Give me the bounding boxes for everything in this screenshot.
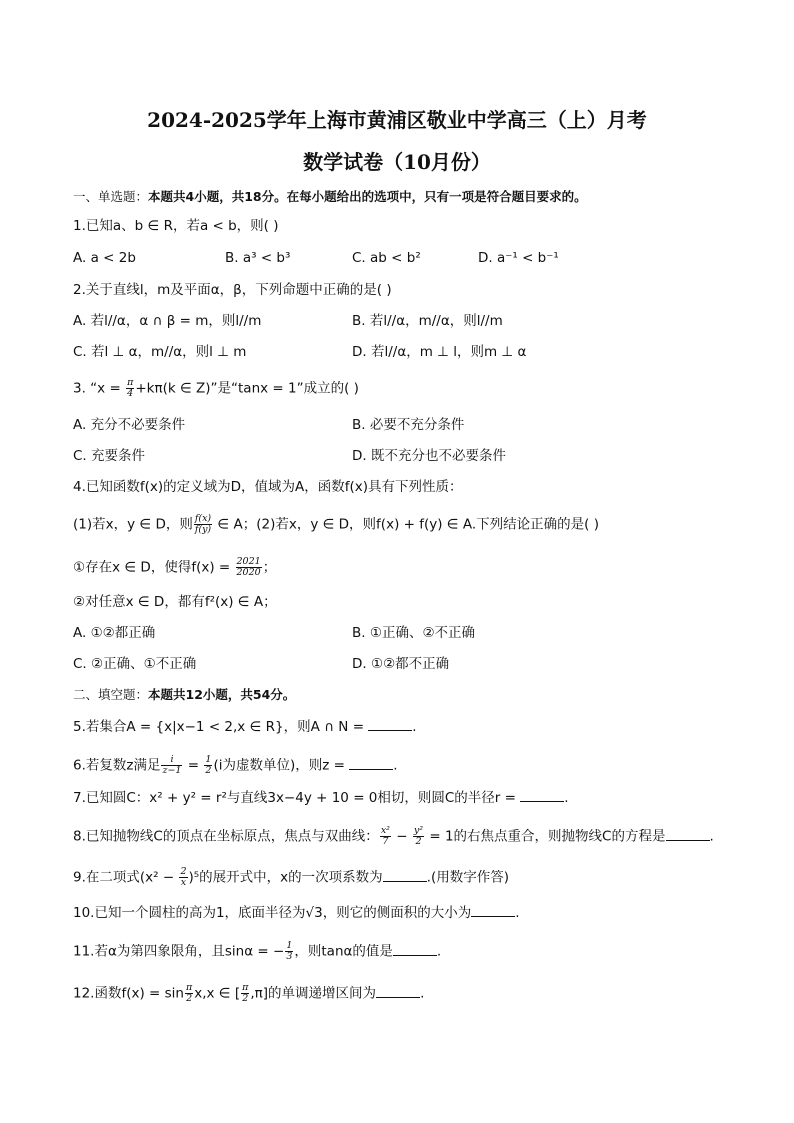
fraction — [380, 826, 391, 847]
fraction-denominator: 7 — [382, 836, 389, 847]
question-3-option-d: D. 既不充分也不必要条件 — [352, 448, 506, 464]
minus-sign: − — [391, 828, 412, 845]
section-description: 本题共12小题，共54分。 — [148, 687, 296, 702]
fraction — [194, 514, 212, 535]
question-4-stem: 4.已知函数f(x)的定义域为D，值域为A，函数f(x)具有下列性质： — [73, 479, 463, 495]
question-4-statement-2: ②对任意x ∈ D，都有f²(x) ∈ A； — [73, 594, 277, 610]
fraction-denominator: 4 — [127, 388, 134, 399]
answer-blank — [349, 757, 393, 770]
question-2-option-a: A. 若l//α，α ∩ β = m，则l//m — [73, 313, 262, 329]
fraction — [413, 826, 424, 847]
question-6 — [73, 755, 733, 776]
fraction-denominator: 2020 — [236, 567, 261, 578]
question-1-stem: 1.已知a、b ∈ R，若a < b，则( ) — [73, 218, 279, 234]
question-text-mid: ，则tanα的值是 — [294, 943, 393, 960]
fraction-numerator: f(x) — [194, 513, 212, 524]
question-1-option-d: D. a⁻¹ < b⁻¹ — [478, 250, 559, 266]
question-1-option-c: C. ab < b² — [352, 250, 421, 266]
question-text: 8.已知抛物线C的顶点在坐标原点，焦点与双曲线： — [73, 828, 379, 845]
fraction-numerator: 2 — [180, 866, 187, 877]
question-2-option-b: B. 若l//α，m//α，则l//m — [352, 313, 503, 329]
question-text: 6.若复数z满足 — [73, 757, 161, 774]
question-text-end: . — [393, 757, 398, 774]
fraction — [161, 755, 182, 776]
fraction-denominator: x — [180, 877, 187, 888]
answer-blank — [368, 718, 412, 731]
answer-blank — [471, 904, 515, 917]
section-heading: 一、单选题： — [73, 189, 149, 204]
question-text-mid: = 1的右焦点重合，则抛物线C的方程是 — [425, 828, 666, 845]
question-text-end: . — [564, 790, 569, 806]
question-text: 5.若集合A = {x|x−1 < 2,x ∈ R}，则A ∩ N = — [73, 719, 369, 735]
answer-blank — [666, 828, 710, 841]
section-heading: 二、填空题： — [73, 687, 149, 702]
question-7 — [73, 789, 733, 807]
question-4-option-c: C. ②正确、①不正确 — [73, 656, 197, 672]
fraction-numerator: i — [161, 755, 182, 766]
fraction — [236, 557, 262, 578]
fraction-numerator: 1 — [286, 940, 293, 951]
equals-sign: = — [183, 757, 204, 774]
section-fill-in — [73, 686, 733, 704]
question-4-option-d: D. ①②都不正确 — [352, 656, 450, 672]
question-4-option-a: A. ①②都正确 — [73, 625, 156, 641]
answer-blank — [520, 789, 564, 802]
fraction-numerator: π — [242, 982, 249, 993]
statement-text: ①存在x ∈ D，使得f(x) = — [73, 559, 235, 576]
question-text-end: . — [412, 719, 417, 735]
question-text-mid2: ,π]的单调递增区间为 — [250, 985, 377, 1002]
fraction-numerator: y² — [413, 825, 424, 836]
question-2-stem: 2.关于直线l，m及平面α，β，下列命题中正确的是( ) — [73, 282, 392, 298]
question-1-option-b: B. a³ < b³ — [225, 250, 291, 266]
question-text: 7.已知圆C：x² + y² = r²与直线3x−4y + 10 = 0相切，则圆C的半径r = — [73, 790, 521, 806]
question-3-text: 3. “x = — [73, 380, 126, 397]
question-9 — [73, 867, 733, 888]
fraction-denominator: 3 — [286, 951, 293, 962]
question-text: 10.已知一个圆柱的高为1，底面半径为√3，则它的侧面积的大小为 — [73, 905, 472, 921]
exam-subtitle: 数学试卷（10月份） — [303, 150, 491, 174]
fraction-denominator: f(y) — [194, 524, 212, 535]
fraction-numerator: π — [127, 377, 134, 388]
property-text-end: ∈ A；(2)若x，y ∈ D，则f(x) + f(y) ∈ A.下列结论正确的是( ) — [213, 516, 599, 533]
question-4-properties — [73, 514, 733, 535]
question-11 — [73, 941, 733, 962]
question-text: 9.在二项式(x² − — [73, 869, 179, 886]
question-text-mid: )⁵的展开式中，x的一次项系数为 — [188, 869, 383, 886]
question-5 — [73, 718, 733, 736]
question-3-option-c: C. 充要条件 — [73, 448, 146, 464]
fraction — [179, 867, 187, 888]
question-12 — [73, 983, 733, 1004]
answer-blank — [376, 985, 420, 998]
fraction — [185, 983, 193, 1004]
fraction-denominator: 2 — [242, 993, 249, 1004]
question-3-option-b: B. 必要不充分条件 — [352, 417, 465, 433]
question-2-option-c: C. 若l ⊥ α，m//α，则l ⊥ m — [73, 344, 247, 360]
fraction-numerator: x² — [380, 825, 390, 836]
statement-text-end: ； — [262, 559, 277, 576]
question-text-end: . — [436, 943, 442, 960]
question-text-mid: x,x ∈ [ — [194, 985, 241, 1002]
question-8 — [73, 826, 733, 847]
fraction — [204, 755, 212, 776]
answer-blank — [383, 869, 427, 882]
question-10 — [73, 904, 733, 922]
question-text-end: . — [709, 828, 714, 845]
exam-title: 2024-2025学年上海市黄浦区敬业中学高三（上）月考 — [147, 108, 647, 132]
question-text: 11.若α为第四象限角，且sinα = − — [73, 943, 285, 960]
fraction-numerator: 1 — [205, 754, 212, 765]
question-3-text-end: +kπ(k ∈ Z)”是“tanx = 1”成立的( ) — [135, 380, 359, 397]
question-text-end: . — [420, 985, 425, 1002]
fraction — [241, 983, 249, 1004]
section-single-choice — [73, 188, 733, 206]
fraction-denominator: 2 — [186, 993, 193, 1004]
section-description: 本题共4小题，共18分。在每小题给出的选项中，只有一项是符合题目要求的。 — [148, 189, 587, 204]
question-4-option-b: B. ①正确、②不正确 — [352, 625, 476, 641]
fraction-numerator: 2021 — [236, 556, 261, 567]
fraction-numerator: π — [185, 982, 193, 993]
question-3-option-a: A. 充分不必要条件 — [73, 417, 186, 433]
fraction-denominator: 2 — [205, 765, 212, 776]
question-1-option-a: A. a < 2b — [73, 250, 136, 266]
question-text: 12.函数f(x) = sin — [73, 985, 184, 1002]
property-text: (1)若x，y ∈ D，则 — [73, 516, 193, 533]
question-4-statement-1 — [73, 557, 733, 578]
question-text-end: .(用数字作答) — [426, 869, 509, 886]
question-3-stem — [73, 378, 733, 399]
question-text-end: . — [515, 905, 520, 921]
answer-blank — [393, 943, 437, 956]
fraction — [126, 378, 134, 399]
question-text-mid: (i为虚数单位)，则z = — [213, 757, 350, 774]
fraction — [285, 941, 293, 962]
fraction-denominator: z−1 — [162, 765, 182, 776]
question-2-option-d: D. 若l//α，m ⊥ l，则m ⊥ α — [352, 344, 527, 360]
fraction-denominator: 2 — [415, 836, 422, 847]
